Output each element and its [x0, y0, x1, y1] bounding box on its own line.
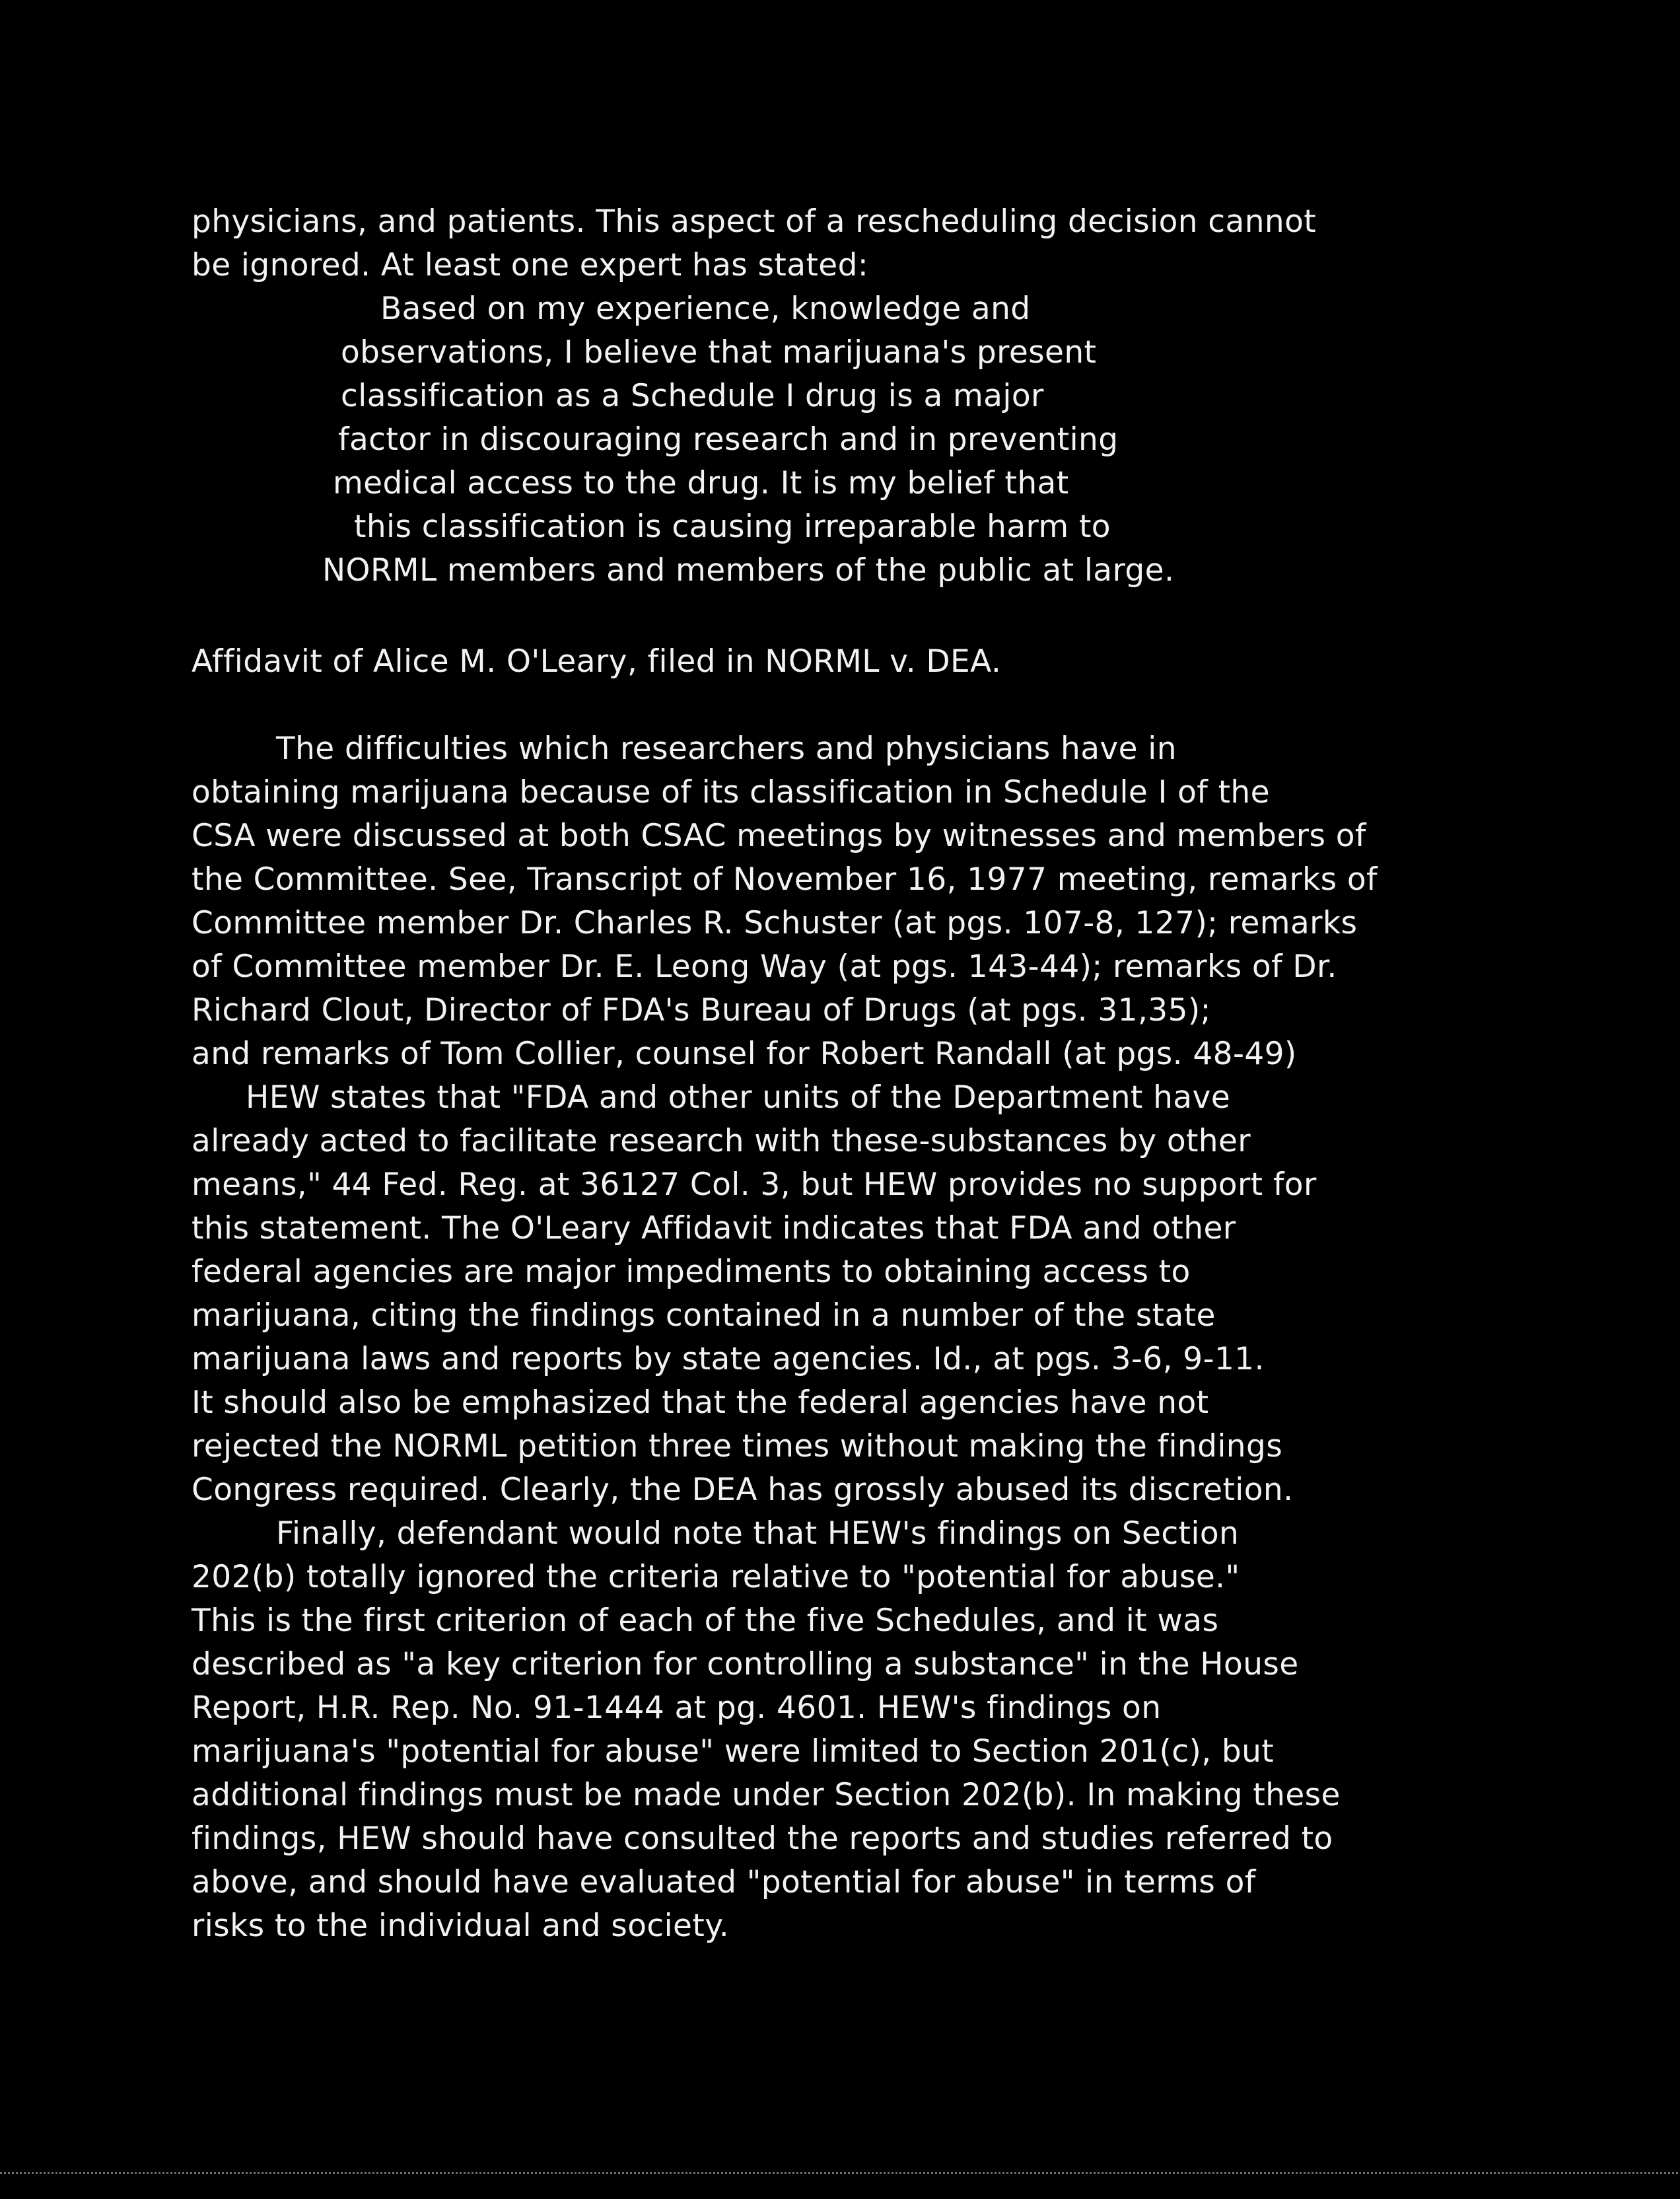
citation-line: Affidavit of Alice M. O'Leary, filed in NORML v. DEA. — [192, 643, 1002, 680]
body-line: the Committee. See, Transcript of November 16, 1977 meeting, remarks of — [192, 861, 1378, 898]
body-line: risks to the individual and society. — [192, 1908, 730, 1944]
scan-edge-rule — [0, 2172, 1680, 2174]
body-line: means," 44 Fed. Reg. at 36127 Col. 3, but HEW provides no support for — [192, 1167, 1317, 1203]
body-line: already acted to facilitate research with these-substances by other — [192, 1123, 1251, 1159]
body-line: Finally, defendant would note that HEW's findings on Section — [276, 1515, 1240, 1552]
body-line: above, and should have evaluated "potential for abuse" in terms of — [192, 1864, 1256, 1900]
body-line: physicians, and patients. This aspect of a rescheduling decision cannot — [192, 203, 1317, 240]
body-line: findings, HEW should have consulted the reports and studies referred to — [192, 1820, 1333, 1857]
quote-line: observations, I believe that marijuana's present — [341, 334, 1097, 371]
body-line: and remarks of Tom Collier, counsel for Robert Randall (at pgs. 48-49) — [192, 1036, 1297, 1072]
body-line: federal agencies are major impediments to obtaining access to — [192, 1254, 1191, 1290]
quote-line: Based on my experience, knowledge and — [380, 291, 1031, 327]
body-line: be ignored. At least one expert has stated: — [192, 247, 869, 283]
body-line: additional findings must be made under Section 202(b). In making these — [192, 1777, 1341, 1813]
body-line: It should also be emphasized that the federal agencies have not — [192, 1385, 1209, 1421]
body-line: Report, H.R. Rep. No. 91-1444 at pg. 4601. HEW's findings on — [192, 1690, 1162, 1726]
quote-line: NORML members and members of the public at large. — [322, 552, 1175, 589]
body-line: described as "a key criterion for controlling a substance" in the House — [192, 1646, 1299, 1682]
body-line: of Committee member Dr. E. Leong Way (at pgs. 143-44); remarks of Dr. — [192, 949, 1337, 985]
quote-line: classification as a Schedule I drug is a major — [341, 378, 1044, 414]
body-line: Richard Clout, Director of FDA's Bureau of Drugs (at pgs. 31,35); — [192, 992, 1211, 1028]
body-line: obtaining marijuana because of its classification in Schedule I of the — [192, 774, 1270, 811]
quote-line: factor in discouraging research and in preventing — [338, 421, 1119, 458]
quote-line: medical access to the drug. It is my belief that — [333, 465, 1069, 501]
body-line: HEW states that "FDA and other units of the Department have — [246, 1079, 1231, 1116]
body-line: Congress required. Clearly, the DEA has grossly abused its discretion. — [192, 1472, 1294, 1508]
body-line: this statement. The O'Leary Affidavit indicates that FDA and other — [192, 1210, 1236, 1246]
body-line: The difficulties which researchers and physicians have in — [276, 731, 1177, 767]
body-line: rejected the NORML petition three times without making the findings — [192, 1428, 1283, 1464]
quote-line: this classification is causing irreparable harm to — [354, 509, 1111, 545]
body-line: marijuana's "potential for abuse" were limited to Section 201(c), but — [192, 1733, 1275, 1770]
body-line: marijuana, citing the findings contained in a number of the state — [192, 1297, 1216, 1334]
body-line: Committee member Dr. Charles R. Schuster (at pgs. 107-8, 127); remarks — [192, 905, 1358, 941]
body-line: marijuana laws and reports by state agencies. Id., at pgs. 3-6, 9-11. — [192, 1341, 1265, 1377]
body-line: 202(b) totally ignored the criteria relative to "potential for abuse." — [192, 1559, 1240, 1595]
body-line: CSA were discussed at both CSAC meetings by witnesses and members of — [192, 818, 1366, 854]
body-line: This is the first criterion of each of the five Schedules, and it was — [192, 1603, 1219, 1639]
